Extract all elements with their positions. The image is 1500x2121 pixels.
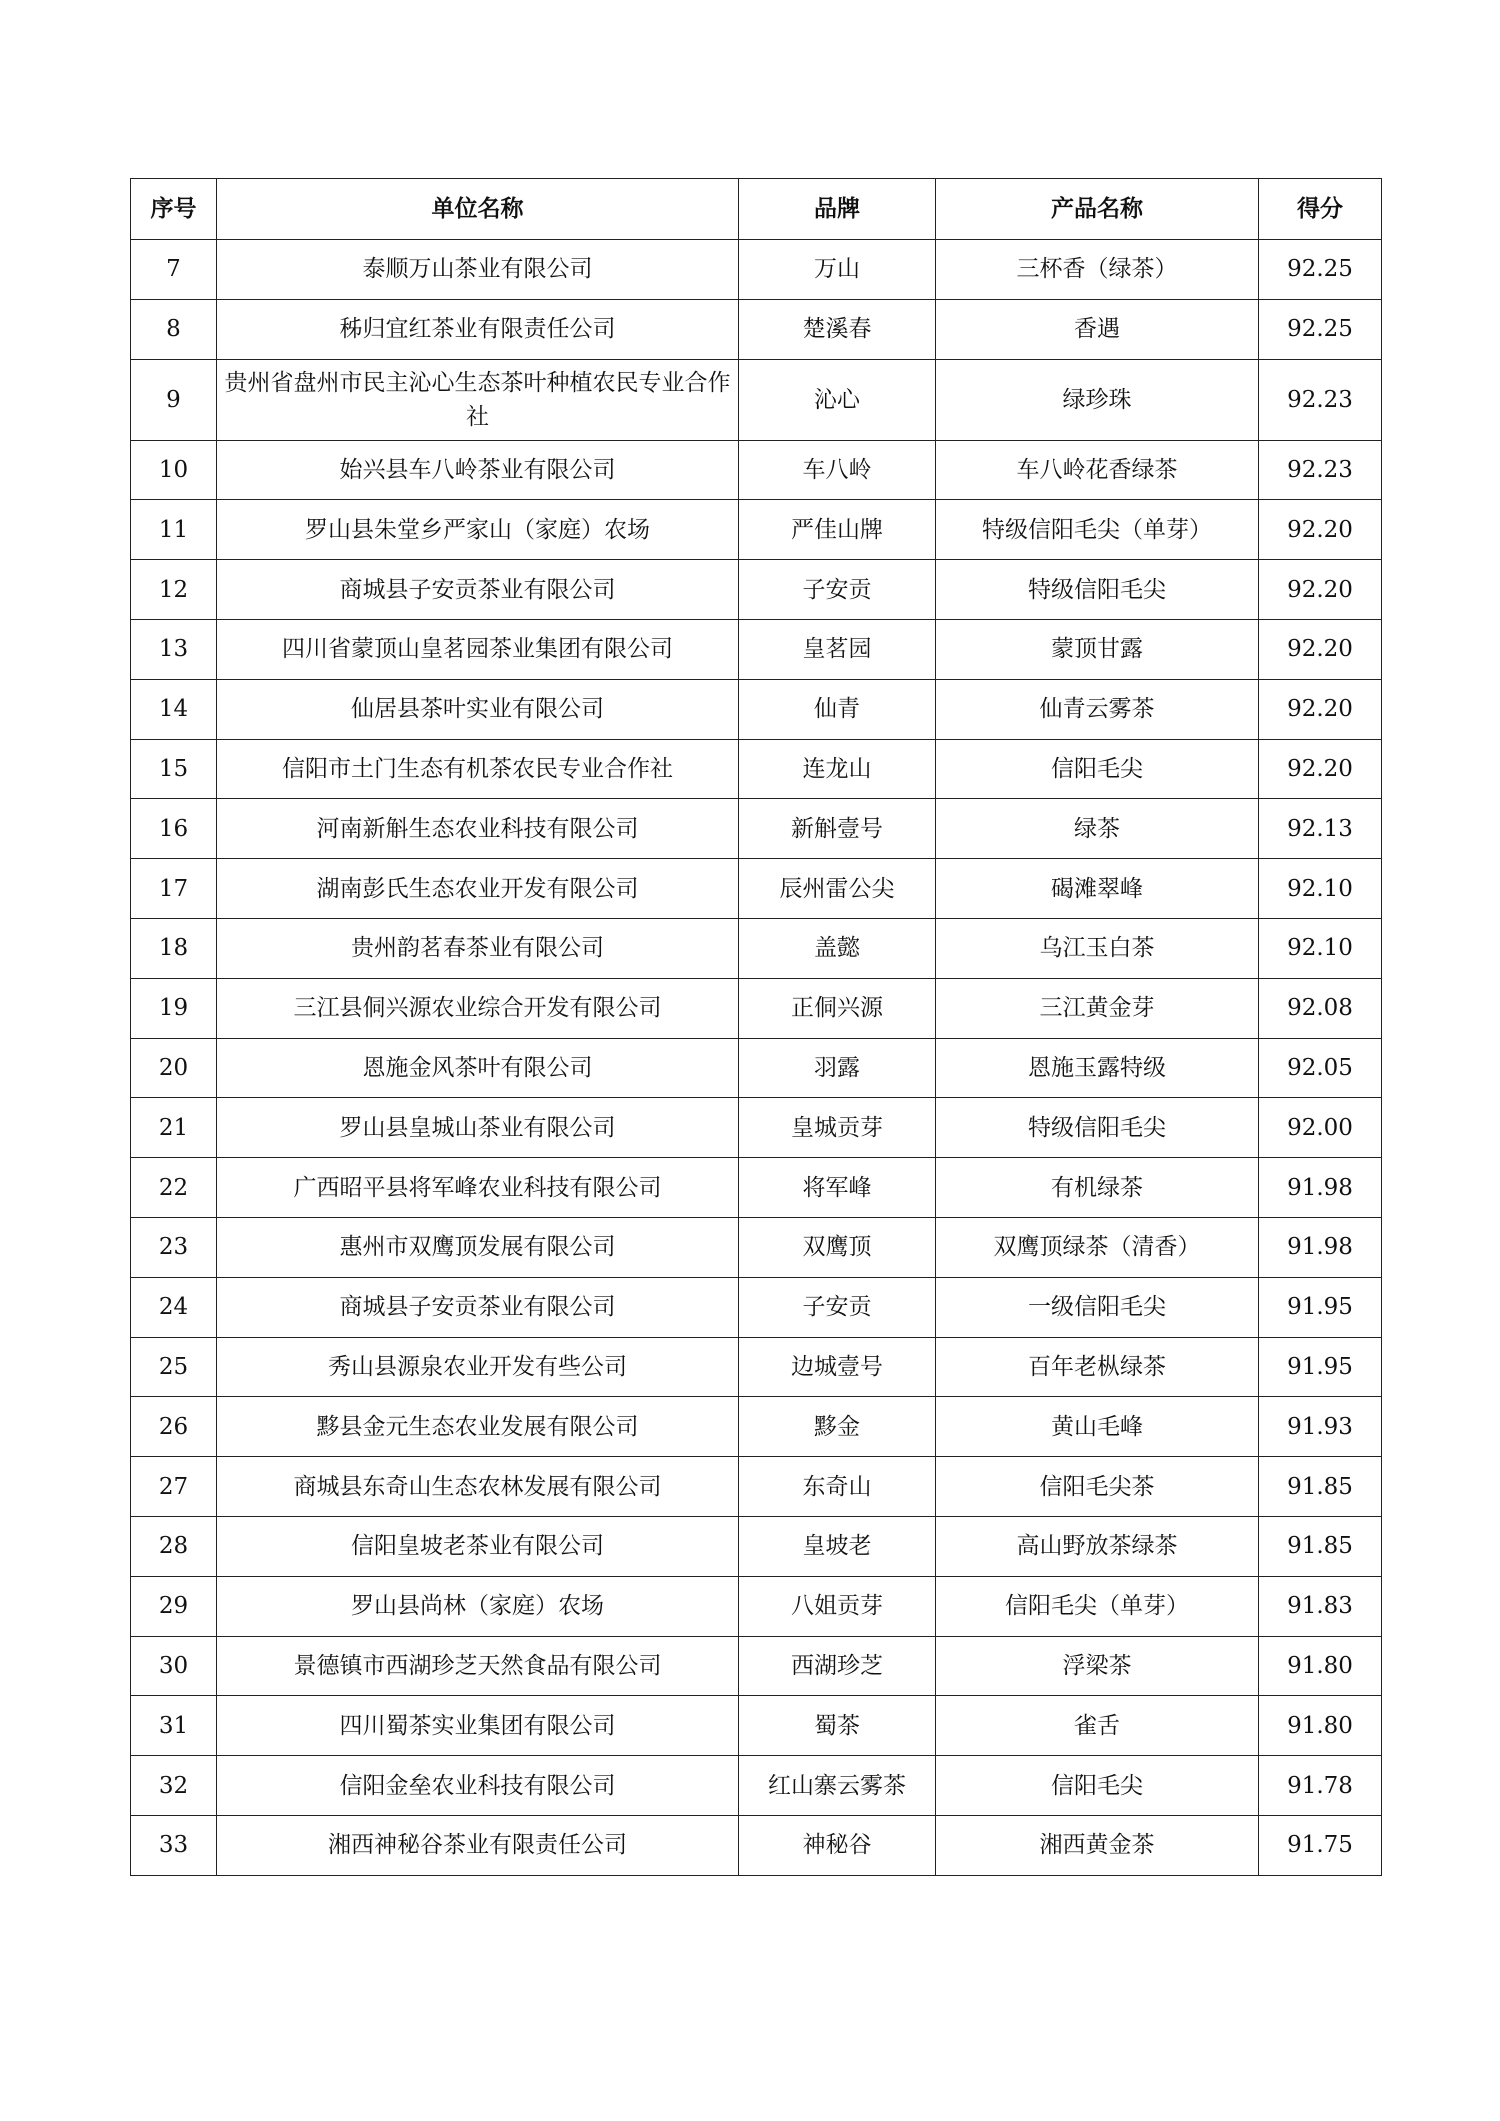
table-header (131, 179, 1382, 240)
cell-index: 10 (131, 440, 217, 500)
cell-product: 碣滩翠峰 (936, 859, 1259, 919)
cell-brand: 子安贡 (739, 1277, 936, 1337)
cell-company: 恩施金风茶叶有限公司 (217, 1038, 739, 1098)
cell-company: 始兴县车八岭茶业有限公司 (217, 440, 739, 500)
cell-company: 秀山县源泉农业开发有些公司 (217, 1337, 739, 1397)
cell-score: 92.08 (1259, 978, 1382, 1038)
table-row (131, 299, 1382, 359)
cell-product: 高山野放茶绿茶 (936, 1516, 1259, 1576)
cell-company: 湖南彭氏生态农业开发有限公司 (217, 859, 739, 919)
cell-product: 仙青云雾茶 (936, 679, 1259, 739)
cell-brand: 双鹰顶 (739, 1217, 936, 1277)
cell-score: 91.98 (1259, 1158, 1382, 1218)
cell-index: 21 (131, 1098, 217, 1158)
cell-product: 黄山毛峰 (936, 1397, 1259, 1457)
cell-product: 乌江玉白茶 (936, 918, 1259, 978)
table-row (131, 1636, 1382, 1696)
cell-company: 商城县东奇山生态农林发展有限公司 (217, 1457, 739, 1517)
cell-brand: 沁心 (739, 359, 936, 440)
cell-brand: 红山寨云雾茶 (739, 1756, 936, 1816)
cell-index: 28 (131, 1516, 217, 1576)
cell-brand: 辰州雷公尖 (739, 859, 936, 919)
table-row (131, 619, 1382, 679)
cell-score: 91.78 (1259, 1756, 1382, 1816)
cell-index: 12 (131, 560, 217, 620)
header-company: 单位名称 (217, 179, 739, 240)
cell-company: 贵州韵茗春茶业有限公司 (217, 918, 739, 978)
cell-index: 22 (131, 1158, 217, 1218)
table-row (131, 440, 1382, 500)
table-row (131, 1756, 1382, 1816)
table-row (131, 1696, 1382, 1756)
cell-index: 7 (131, 240, 217, 300)
cell-score: 92.20 (1259, 619, 1382, 679)
table-row (131, 799, 1382, 859)
cell-index: 19 (131, 978, 217, 1038)
cell-index: 33 (131, 1815, 217, 1875)
cell-company: 信阳市土门生态有机茶农民专业合作社 (217, 739, 739, 799)
cell-company: 黟县金元生态农业发展有限公司 (217, 1397, 739, 1457)
table-row (131, 500, 1382, 560)
cell-index: 26 (131, 1397, 217, 1457)
cell-brand: 西湖珍芝 (739, 1636, 936, 1696)
cell-index: 16 (131, 799, 217, 859)
table-row (131, 679, 1382, 739)
cell-index: 17 (131, 859, 217, 919)
cell-brand: 皇茗园 (739, 619, 936, 679)
cell-brand: 黟金 (739, 1397, 936, 1457)
cell-company: 信阳皇坡老茶业有限公司 (217, 1516, 739, 1576)
cell-brand: 楚溪春 (739, 299, 936, 359)
cell-product: 特级信阳毛尖 (936, 1098, 1259, 1158)
cell-brand: 正侗兴源 (739, 978, 936, 1038)
cell-score: 91.95 (1259, 1277, 1382, 1337)
cell-product: 绿珍珠 (936, 359, 1259, 440)
cell-index: 13 (131, 619, 217, 679)
table-row (131, 1277, 1382, 1337)
cell-index: 30 (131, 1636, 217, 1696)
table-row (131, 1397, 1382, 1457)
cell-index: 31 (131, 1696, 217, 1756)
cell-score: 91.85 (1259, 1516, 1382, 1576)
cell-score: 91.83 (1259, 1576, 1382, 1636)
cell-product: 绿茶 (936, 799, 1259, 859)
cell-brand: 蜀茶 (739, 1696, 936, 1756)
cell-company: 贵州省盘州市民主沁心生态茶叶种植农民专业合作社 (217, 359, 739, 440)
table-row (131, 859, 1382, 919)
cell-product: 三江黄金芽 (936, 978, 1259, 1038)
cell-brand: 神秘谷 (739, 1815, 936, 1875)
table-row (131, 359, 1382, 440)
cell-index: 24 (131, 1277, 217, 1337)
cell-company: 商城县子安贡茶业有限公司 (217, 1277, 739, 1337)
cell-product: 特级信阳毛尖 (936, 560, 1259, 620)
cell-brand: 东奇山 (739, 1457, 936, 1517)
cell-company: 四川蜀茶实业集团有限公司 (217, 1696, 739, 1756)
cell-brand: 皇城贡芽 (739, 1098, 936, 1158)
table-row (131, 240, 1382, 300)
table-body (131, 240, 1382, 1876)
cell-product: 信阳毛尖 (936, 739, 1259, 799)
cell-score: 91.75 (1259, 1815, 1382, 1875)
cell-company: 河南新斛生态农业科技有限公司 (217, 799, 739, 859)
cell-product: 信阳毛尖茶 (936, 1457, 1259, 1517)
score-table (130, 178, 1382, 1876)
cell-index: 15 (131, 739, 217, 799)
cell-score: 92.13 (1259, 799, 1382, 859)
cell-product: 湘西黄金茶 (936, 1815, 1259, 1875)
cell-brand: 边城壹号 (739, 1337, 936, 1397)
cell-index: 9 (131, 359, 217, 440)
cell-brand: 盖懿 (739, 918, 936, 978)
cell-index: 27 (131, 1457, 217, 1517)
cell-product: 雀舌 (936, 1696, 1259, 1756)
cell-index: 8 (131, 299, 217, 359)
cell-brand: 将军峰 (739, 1158, 936, 1218)
table-row (131, 1038, 1382, 1098)
cell-product: 香遇 (936, 299, 1259, 359)
cell-product: 信阳毛尖（单芽） (936, 1576, 1259, 1636)
cell-brand: 羽露 (739, 1038, 936, 1098)
cell-score: 91.80 (1259, 1696, 1382, 1756)
cell-product: 百年老枞绿茶 (936, 1337, 1259, 1397)
table-row (131, 978, 1382, 1038)
cell-product: 恩施玉露特级 (936, 1038, 1259, 1098)
cell-score: 92.20 (1259, 679, 1382, 739)
cell-company: 四川省蒙顶山皇茗园茶业集团有限公司 (217, 619, 739, 679)
cell-brand: 子安贡 (739, 560, 936, 620)
cell-index: 25 (131, 1337, 217, 1397)
cell-company: 湘西神秘谷茶业有限责任公司 (217, 1815, 739, 1875)
cell-index: 20 (131, 1038, 217, 1098)
cell-company: 罗山县皇城山茶业有限公司 (217, 1098, 739, 1158)
cell-score: 92.00 (1259, 1098, 1382, 1158)
header-index: 序号 (131, 179, 217, 240)
cell-company: 广西昭平县将军峰农业科技有限公司 (217, 1158, 739, 1218)
cell-company: 秭归宜红茶业有限责任公司 (217, 299, 739, 359)
cell-score: 92.23 (1259, 359, 1382, 440)
table-row (131, 1516, 1382, 1576)
cell-company: 仙居县茶叶实业有限公司 (217, 679, 739, 739)
table-row (131, 1457, 1382, 1517)
table-row (131, 1098, 1382, 1158)
header-row (131, 179, 1382, 240)
header-score: 得分 (1259, 179, 1382, 240)
cell-score: 92.20 (1259, 739, 1382, 799)
cell-company: 罗山县尚林（家庭）农场 (217, 1576, 739, 1636)
cell-brand: 严佳山牌 (739, 500, 936, 560)
cell-index: 23 (131, 1217, 217, 1277)
cell-index: 32 (131, 1756, 217, 1816)
cell-score: 92.25 (1259, 299, 1382, 359)
cell-index: 18 (131, 918, 217, 978)
cell-score: 91.93 (1259, 1397, 1382, 1457)
cell-score: 92.20 (1259, 560, 1382, 620)
cell-product: 浮梁茶 (936, 1636, 1259, 1696)
cell-score: 91.80 (1259, 1636, 1382, 1696)
cell-company: 景德镇市西湖珍芝天然食品有限公司 (217, 1636, 739, 1696)
table-row (131, 1815, 1382, 1875)
cell-score: 91.95 (1259, 1337, 1382, 1397)
cell-company: 罗山县朱堂乡严家山（家庭）农场 (217, 500, 739, 560)
table-row (131, 739, 1382, 799)
cell-score: 92.23 (1259, 440, 1382, 500)
cell-score: 92.25 (1259, 240, 1382, 300)
table-row (131, 1158, 1382, 1218)
cell-brand: 仙青 (739, 679, 936, 739)
cell-product: 车八岭花香绿茶 (936, 440, 1259, 500)
cell-score: 91.85 (1259, 1457, 1382, 1517)
cell-index: 14 (131, 679, 217, 739)
header-brand: 品牌 (739, 179, 936, 240)
cell-brand: 连龙山 (739, 739, 936, 799)
table-row (131, 560, 1382, 620)
cell-index: 11 (131, 500, 217, 560)
table-row (131, 1337, 1382, 1397)
cell-brand: 八姐贡芽 (739, 1576, 936, 1636)
cell-product: 信阳毛尖 (936, 1756, 1259, 1816)
cell-company: 三江县侗兴源农业综合开发有限公司 (217, 978, 739, 1038)
cell-product: 特级信阳毛尖（单芽） (936, 500, 1259, 560)
cell-brand: 皇坡老 (739, 1516, 936, 1576)
cell-brand: 车八岭 (739, 440, 936, 500)
cell-product: 双鹰顶绿茶（清香） (936, 1217, 1259, 1277)
cell-company: 商城县子安贡茶业有限公司 (217, 560, 739, 620)
cell-product: 三杯香（绿茶） (936, 240, 1259, 300)
cell-score: 92.10 (1259, 859, 1382, 919)
cell-index: 29 (131, 1576, 217, 1636)
cell-score: 91.98 (1259, 1217, 1382, 1277)
cell-brand: 新斛壹号 (739, 799, 936, 859)
table-row (131, 918, 1382, 978)
cell-company: 惠州市双鹰顶发展有限公司 (217, 1217, 739, 1277)
cell-score: 92.10 (1259, 918, 1382, 978)
cell-company: 泰顺万山茶业有限公司 (217, 240, 739, 300)
cell-company: 信阳金垒农业科技有限公司 (217, 1756, 739, 1816)
cell-score: 92.05 (1259, 1038, 1382, 1098)
cell-product: 蒙顶甘露 (936, 619, 1259, 679)
cell-product: 一级信阳毛尖 (936, 1277, 1259, 1337)
cell-brand: 万山 (739, 240, 936, 300)
cell-score: 92.20 (1259, 500, 1382, 560)
header-product: 产品名称 (936, 179, 1259, 240)
table-row (131, 1217, 1382, 1277)
cell-product: 有机绿茶 (936, 1158, 1259, 1218)
table-row (131, 1576, 1382, 1636)
